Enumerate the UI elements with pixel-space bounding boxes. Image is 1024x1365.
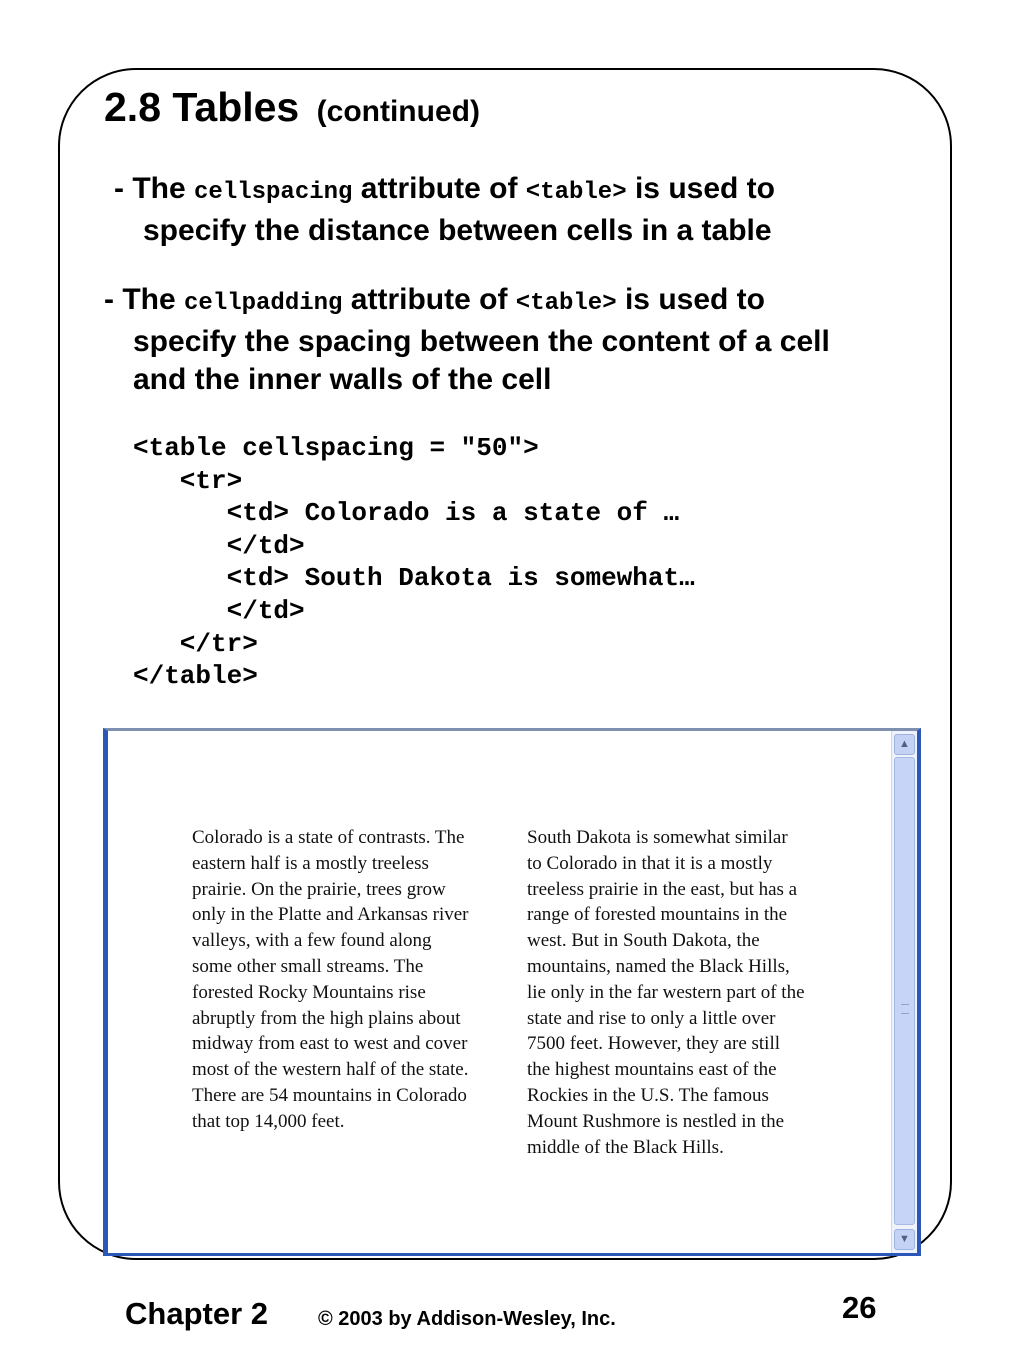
bullet-cellspacing (114, 170, 775, 250)
scrollbar-thumb[interactable] (894, 757, 915, 1225)
code-attribute: cellpadding (184, 290, 343, 317)
bullet-text: attribute of (360, 172, 518, 205)
chevron-down-icon: ▼ (899, 1233, 910, 1245)
slide-title (104, 84, 480, 131)
grip-icon (901, 1004, 909, 1014)
bullet-dash: - The (104, 283, 176, 316)
code-tag: <table> (525, 179, 627, 206)
bullet-text: is used to (634, 172, 775, 205)
bullet-line: and the inner walls of the cell (133, 363, 552, 396)
code-line: <tr> (133, 465, 243, 496)
code-block (133, 432, 695, 693)
footer-copyright: © 2003 by Addison-Wesley, Inc. (318, 1308, 616, 1330)
bullet-text: is used to (624, 283, 765, 316)
code-line: </tr> (133, 628, 258, 659)
code-line: <table cellspacing = "50"> (133, 433, 539, 463)
footer-chapter: Chapter 2 (125, 1296, 268, 1331)
vertical-scrollbar[interactable] (891, 731, 917, 1253)
code-tag: <table> (515, 290, 617, 317)
code-line: </table> (133, 661, 258, 692)
bullet-text: attribute of (350, 283, 508, 316)
title-main: 2.8 Tables (104, 84, 300, 130)
scroll-up-button[interactable] (894, 734, 915, 755)
bullet-line: specify the spacing between the content of a cell (133, 325, 830, 358)
bullet-dash: - The (114, 172, 186, 205)
bullet-line: specify the distance between cells in a table (143, 214, 772, 247)
table-cell-colorado: Colorado is a state of contrasts. The eastern half is a mostly treeless prairie. On the prairie, trees grow only in the Platte and Arkansas river valleys, with a few found along some other small streams. The forested Rocky Mountains rise abruptly from the high plains about midway from east to west and cover most of the western half of the state. There are 54 mountains in Colorado that top 14,000 feet. (192, 827, 469, 1132)
code-attribute: cellspacing (194, 179, 353, 206)
chevron-up-icon: ▲ (899, 738, 910, 750)
bullet-line (114, 170, 775, 212)
code-line: <td> Colorado is a state of … (133, 498, 680, 529)
code-line: </td> (133, 530, 305, 561)
browser-screenshot (103, 728, 921, 1256)
bullet-cellpadding (104, 281, 830, 399)
code-line: </td> (133, 595, 305, 626)
page-number: 26 (842, 1290, 877, 1325)
table-cell-south-dakota: South Dakota is somewhat similar to Colorado in that it is a mostly treeless prairie in the east, but has a range of forested mountains in the west. But in South Dakota, the mountains, named the Black Hills, lie only in the far western part of the state and rise to only a little over 7500 feet. However, they are still the highest mountains east of the Rockies in the U.S. The famous Mount Rushmore is nestled in the middle of the Black Hills. (527, 827, 805, 1158)
scroll-down-button[interactable] (894, 1229, 915, 1250)
code-line: <td> South Dakota is somewhat… (133, 563, 695, 594)
bullet-line (104, 281, 830, 323)
title-suffix: (continued) (316, 95, 480, 128)
